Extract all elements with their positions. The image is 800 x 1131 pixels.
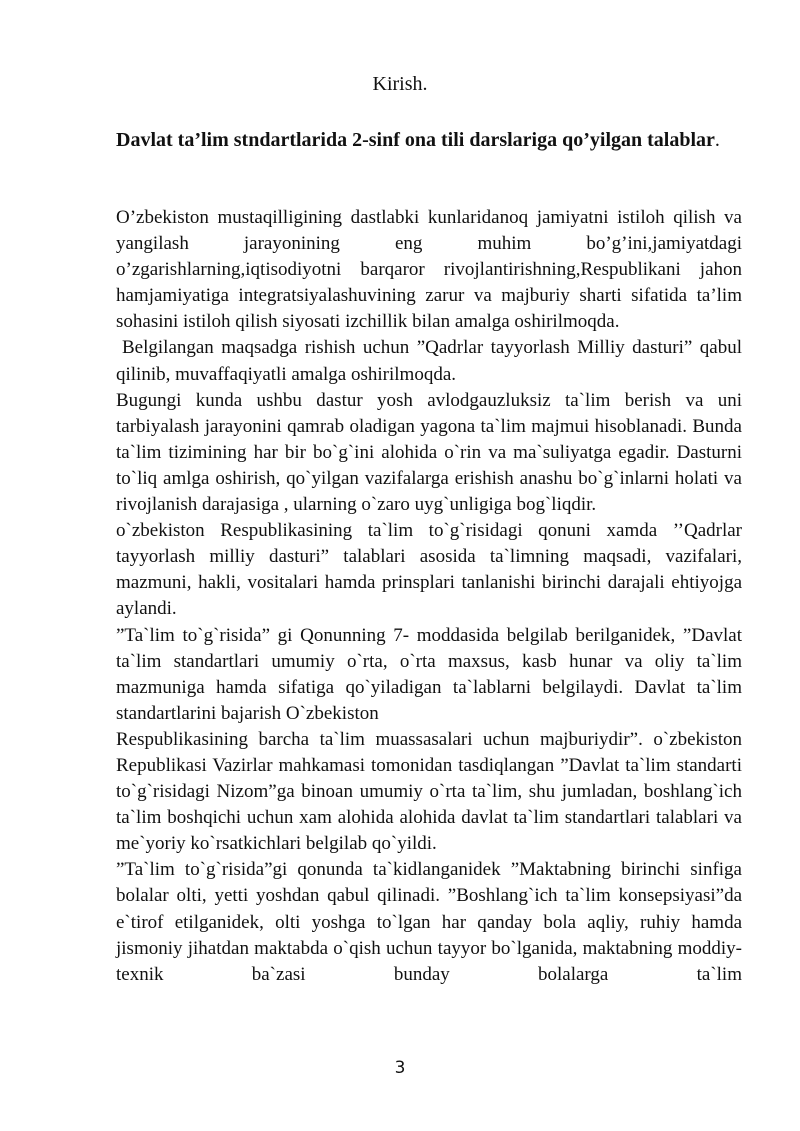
section-title-period: .	[714, 129, 720, 151]
body-text	[116, 205, 742, 988]
paragraph-school-age: ”Ta`lim to`g`risida”gi qonunda ta`kidlanganidek ”Maktabning birinchi sinfiga bolalar olti, yetti yoshdan qabul qilinadi. ”Boshlang`ich ta`lim konsepsiyasi”da e`tirof etilganidek, olti yoshga to`lgan har qanday bola aqliy, ruhiy hamda jismoniy jihatdan maktabda o`qish uchun tayyor bo`lganida, maktabning moddiy- texnik ba`zasi bunday bolalarga ta`lim	[116, 859, 742, 985]
paragraph-today: Bugungi kunda ushbu dastur yosh avlodgauzluksiz ta`lim berish va uni tarbiyalash jarayonini qamrab oladigan yagona ta`lim majmui hisoblanadi. Bunda ta`lim tizimining har bir bo`g`ini alohida o`rin va ma`suliyatga egadir. Dasturni to`liq amlga oshirish, qo`yilgan vazifalarga erishish anashu bo`g`inlarni holati va rivojlanish darajasiga , ularning o`zaro uyg`unligiga bog`liqdir.	[116, 389, 742, 516]
paragraph-article-7: ”Ta`lim to`g`risida” gi Qonunning 7- moddasida belgilab berilganidek, ”Davlat ta`lim standartlari umumiy o`rta, o`rta maxsus, kasb hunar va oliy ta`lim mazmuniga hamda sifatiga qo`yiladigan ta`lablarni belgilaydi. Davlat ta`lim standartlarini bajarish O`zbekiston	[116, 624, 742, 724]
page-number: 3	[394, 1058, 406, 1078]
paragraph-intro: O’zbekiston mustaqilligining dastlabki kunlaridanoq jamiyatni istiloh qilish va yangilash jarayonining eng muhim bo’g’ini,jamiyatdagi o’zgarishlarning,iqtisodiyotni barqaror rivojlantirishning,Respublikani jahon hamjamiyatiga integratsiyalashuvining zarur va majburiy sharti sifatida ta’lim sohasini istiloh qilish siyosati izchillik bilan amalga oshirilmoqda.	[116, 207, 742, 333]
section-title-text: Davlat ta’lim stndartlarida 2-sinf ona tili darslariga qo’yilgan talablar	[116, 129, 715, 151]
paragraph-program: Belgilangan maqsadga rishish uchun ”Qadrlar tayyorlash Milliy dasturi” qabul qilinib, muvaffaqiyatli amalga oshirilmoqda.	[116, 337, 742, 385]
paragraph-standards: Respublikasining barcha ta`lim muassasalari uchun majburiydir”. o`zbekiston Republikasi Vazirlar mahkamasi tomonidan tasdiqlangan ”Davlat ta`lim standarti to`g`risidagi Nizom”ga binoan umumiy o`rta ta`lim, shu jumladan, boshlang`ich ta`lim boshqichi uchun xam alohida alohida davlat ta`lim standartlari talablari va me`yoriy ko`rsatkichlari belgilab qo`yildi.	[116, 728, 742, 855]
section-title	[116, 127, 742, 154]
section-heading: Kirish.	[372, 73, 428, 95]
paragraph-law: o`zbekiston Respublikasining ta`lim to`g`risidagi qonuni xamda ’’Qadrlar tayyorlash milliy dasturi” talablari asosida ta`limning maqsadi, vazifalari, mazmuni, hakli, vositalari hamda prinsplari tanlanishi birinchi darajali ehtiyojga aylandi.	[116, 520, 742, 620]
